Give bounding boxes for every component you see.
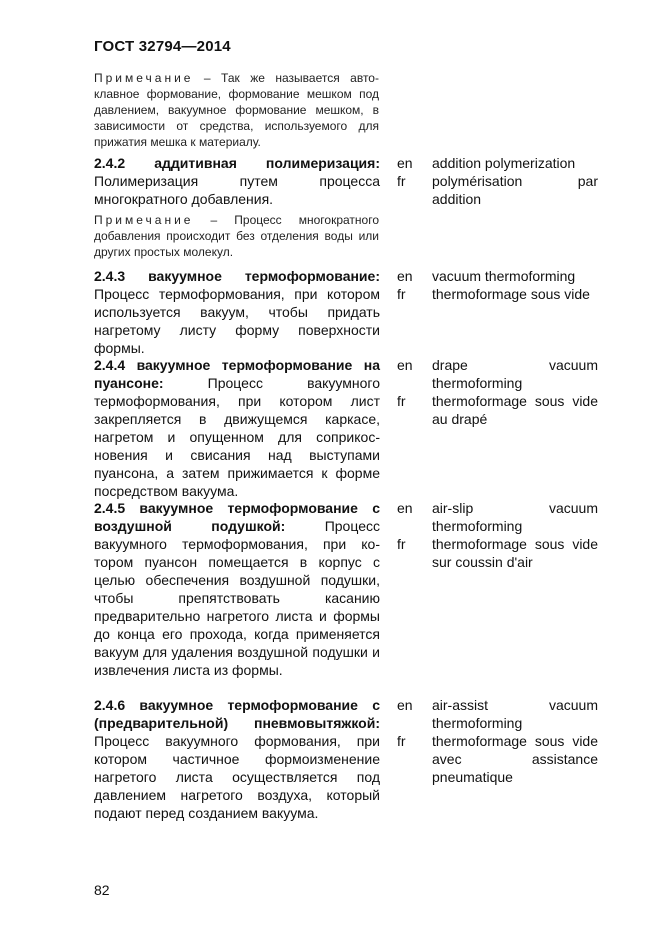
term-name: вакуумное термоформование на пуансоне: <box>94 357 380 391</box>
note-2 <box>94 212 379 260</box>
note-text: – Так же называется автоклавное формование, формование мешком под давлением, вакуумное формование мешком, в зависимости от средства, используемого для прижатия мешка к материалу. <box>94 71 379 149</box>
lang-fr: fr <box>397 173 406 189</box>
equivalent-fr: thermoformage sous vide sur coussin d'air <box>432 536 598 570</box>
note-text: – Процесс многократного добавления происходит без отделения воды или других простых молекул. <box>94 213 379 259</box>
term-definition: Процесс термоформования, при котором используется вакуум, чтобы придать нагретому листу форму поверхности формы. <box>94 286 380 356</box>
lang-fr: fr <box>397 536 406 552</box>
term-number: 2.4.5 <box>94 500 126 516</box>
term-name: вакуумное термоформование с (предварительной) пневмовытяжкой: <box>94 697 380 731</box>
note-label: Примечание <box>94 71 194 85</box>
equivalent-fr: thermoformage sous vide <box>432 286 590 302</box>
document-header: ГОСТ 32794—2014 <box>94 38 231 55</box>
term-definition: Процесс вакуумного формования, при котором частичное формоизменение нагретого листа осуществляется под давлением нагретого воздуха, который подают перед созданием вакуума. <box>94 733 380 821</box>
term-2-4-5 <box>94 499 380 679</box>
equivalent-en: vacuum thermoforming <box>432 268 576 284</box>
term-definition: Процесс вакуумного термоформования, при котором пуансон помещается в корпус с целью обеспечения воздушной подушки, чтобы препятствовать касанию предварительно нагретого листа и формы до конца его прохода, когда применяется вакуум для удаления воздушной подушки и извлечения листа из формы. <box>94 518 380 678</box>
lang-fr: fr <box>397 733 406 749</box>
lang-fr: fr <box>397 286 406 302</box>
equivalent-fr: thermoformage sous vide au drapé <box>432 393 598 427</box>
term-2-4-6 <box>94 696 380 822</box>
note-1 <box>94 70 379 150</box>
equivalent-en: air-slip vacuum thermoforming <box>432 500 598 534</box>
term-name: аддитивная полимеризация: <box>154 155 380 171</box>
term-name: вакуумное термоформование: <box>148 268 380 284</box>
lang-en: en <box>397 500 413 516</box>
term-definition: Процесс вакуумного термоформования, при котором лист закрепляется в движущемся каркасе, нагретом и опущенном для соприкосновения и свисания над выступами пуансона, а затем прижимается к форме посредством вакуума. <box>94 375 380 499</box>
lang-en: en <box>397 357 413 373</box>
equivalent-en: addition polymerization <box>432 155 576 171</box>
term-2-4-4 <box>94 356 380 500</box>
term-number: 2.4.6 <box>94 697 126 713</box>
lang-en: en <box>397 268 413 284</box>
term-definition: Полимеризация путем процесса многократного добавления. <box>94 173 380 207</box>
lang-en: en <box>397 155 413 171</box>
term-number: 2.4.4 <box>94 357 126 373</box>
page-number: 82 <box>94 882 110 898</box>
lang-en: en <box>397 697 413 713</box>
equivalent-fr: polymérisation par addition <box>432 173 598 207</box>
equivalent-en: air-assist vacuum thermoforming <box>432 697 598 731</box>
equivalent-fr: thermoformage sous vide avec assistance pneumatique <box>432 733 598 785</box>
term-number: 2.4.2 <box>94 155 126 171</box>
term-name: вакуумное термоформование с воздушной подушкой: <box>94 500 380 534</box>
equivalent-en: drape vacuum thermoforming <box>432 357 598 391</box>
note-label: Примечание <box>94 213 194 227</box>
lang-fr: fr <box>397 393 406 409</box>
term-2-4-2 <box>94 154 380 208</box>
term-2-4-3 <box>94 267 380 357</box>
term-number: 2.4.3 <box>94 268 126 284</box>
